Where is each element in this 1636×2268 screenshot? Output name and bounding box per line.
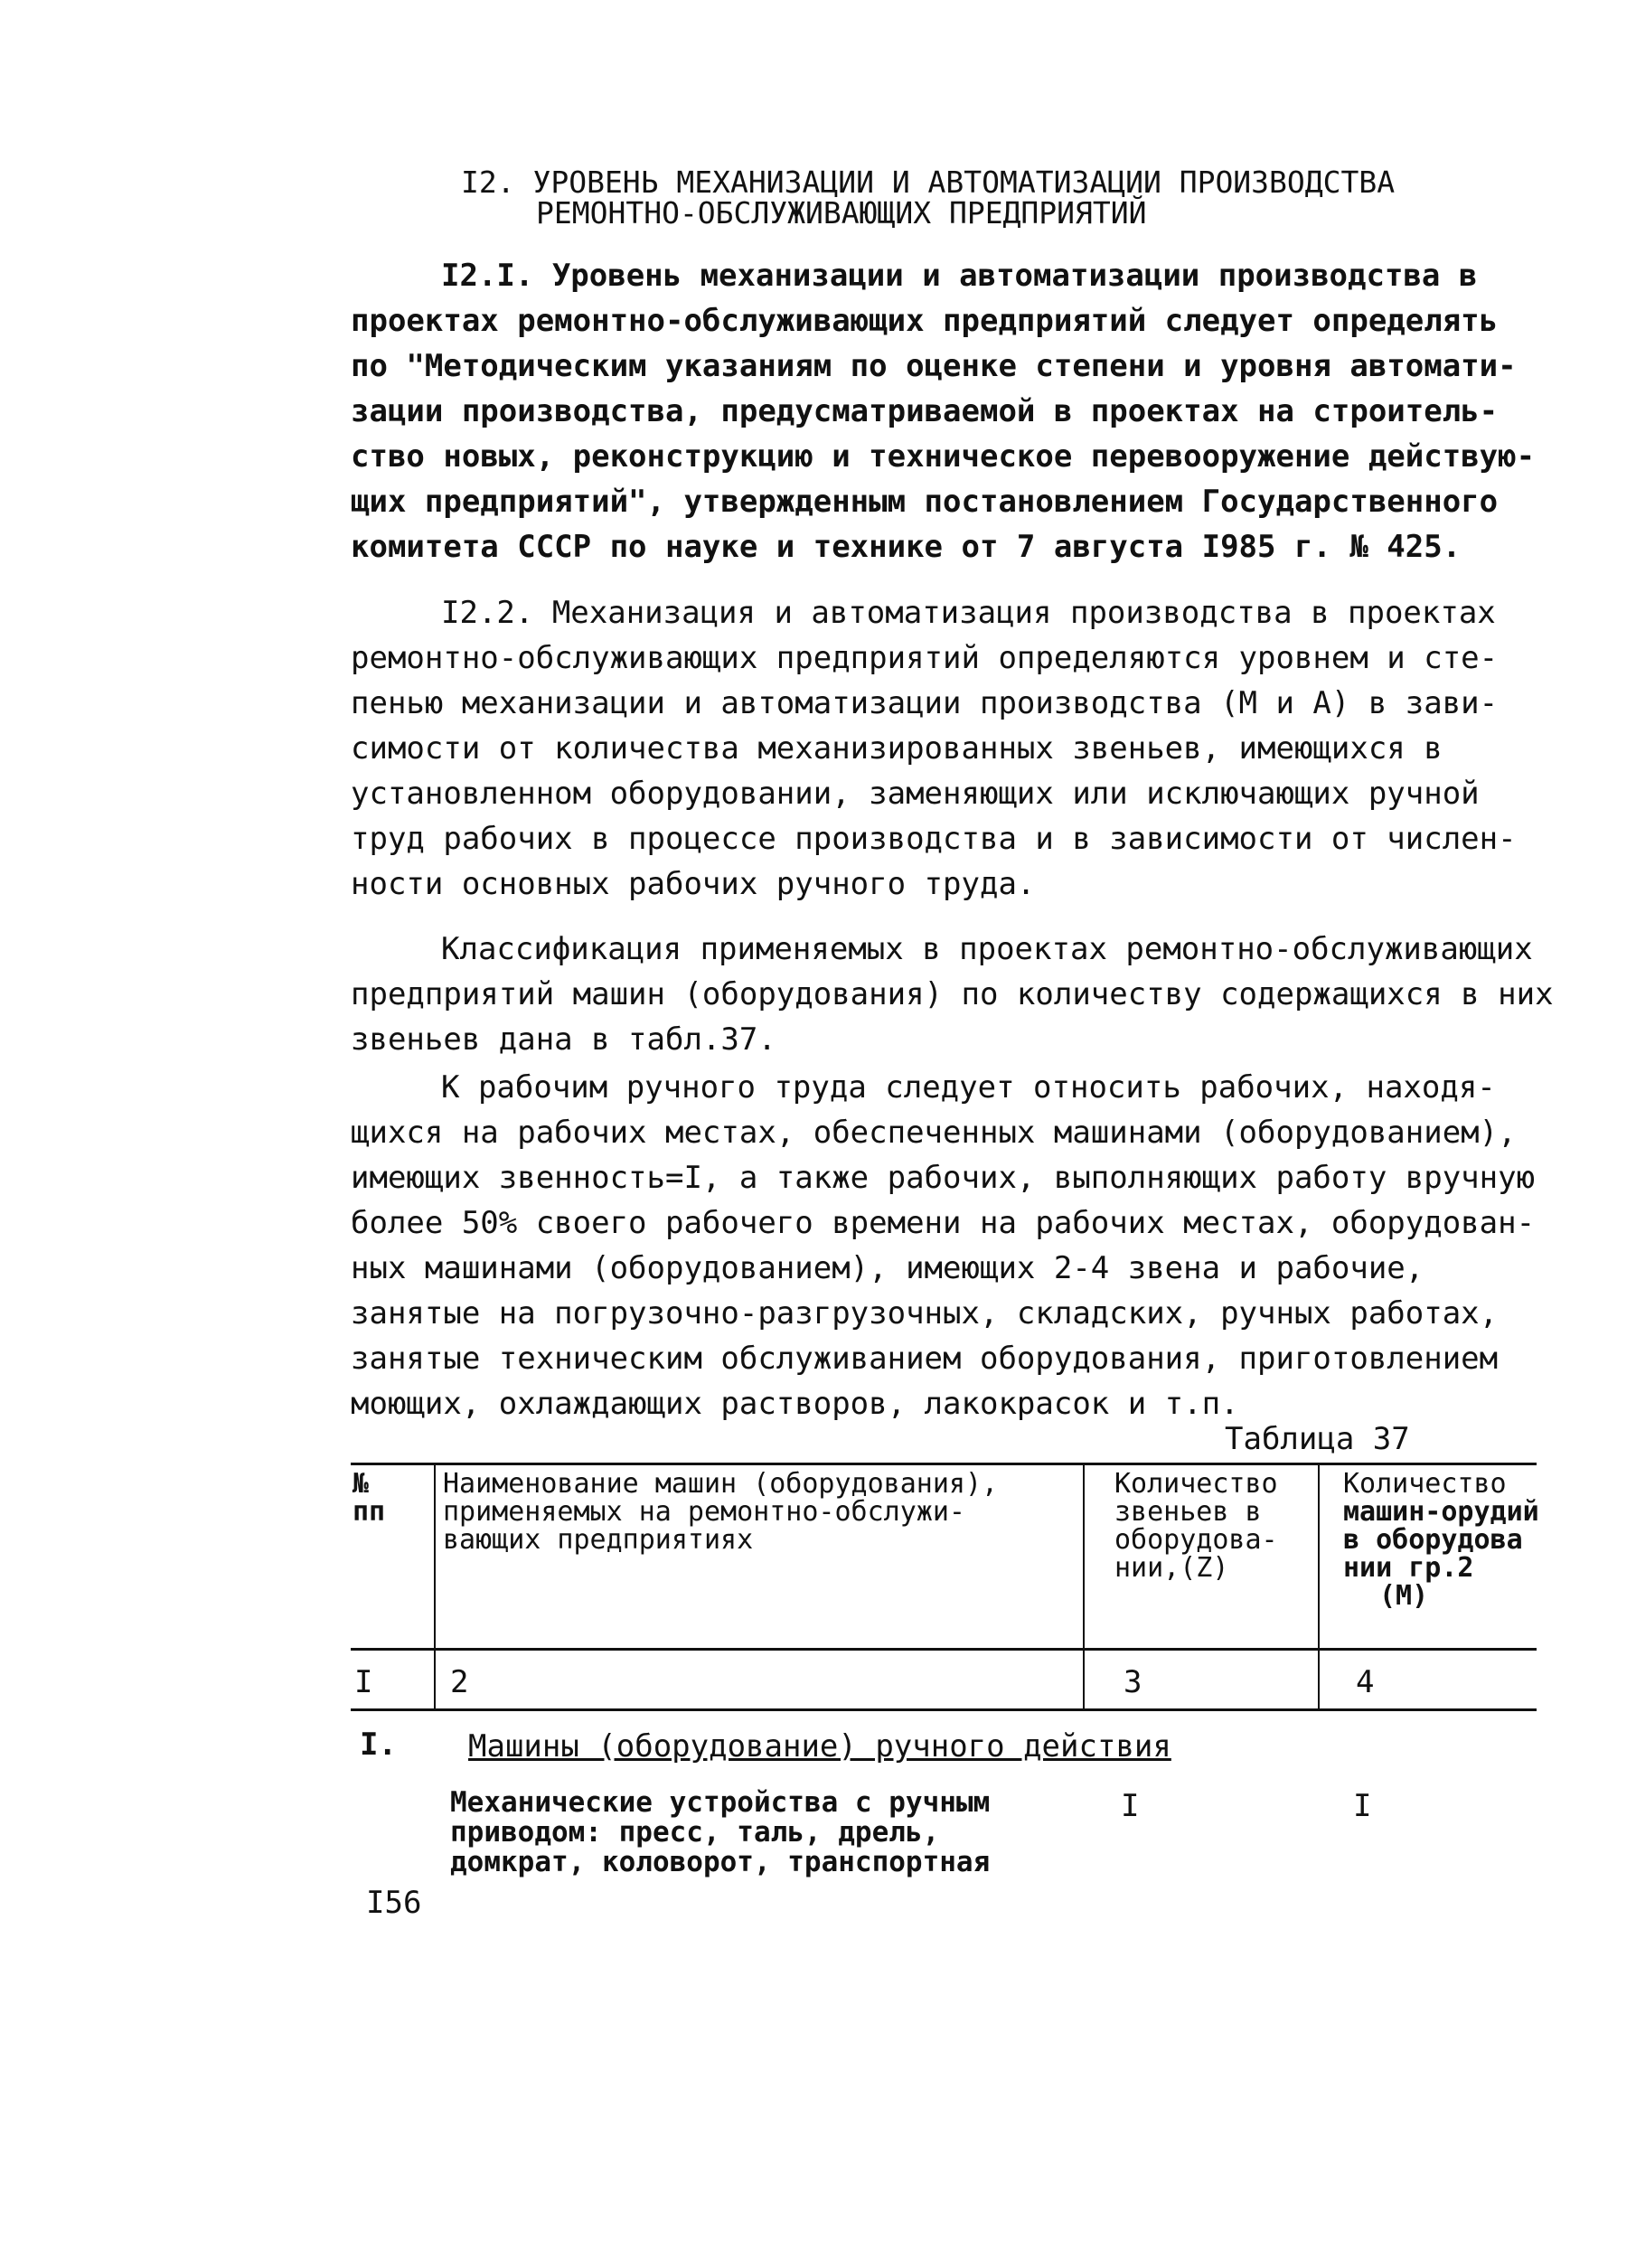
header-line: № (353, 1468, 370, 1500)
text-line: ремонтно-обслуживающих предприятий определяются уровнем и сте- (351, 640, 1499, 676)
table-top-rule (351, 1463, 1537, 1465)
text-line: ности основных рабочих ручного труда. (351, 866, 1036, 902)
text-line: звеньев дана в табл.37. (351, 1021, 776, 1058)
text-line: установленном оборудовании, заменяющих или исключающих ручной (351, 776, 1480, 812)
header-line: нии,(Z) (1114, 1552, 1229, 1584)
text-line: симости от количества механизированных звеньев, имеющихся в (351, 730, 1443, 767)
heading-line-1: I2. УРОВЕНЬ МЕХАНИЗАЦИИ И АВТОМАТИЗАЦИИ ПРОИЗВОДСТВА (461, 165, 1396, 200)
text-line: зации производства, предусматриваемой в проектах на строитель- (351, 393, 1499, 429)
header-line: в оборудова (1343, 1524, 1523, 1556)
header-line: Количество (1343, 1468, 1507, 1500)
column-divider (1083, 1463, 1085, 1708)
row-links-value: I (1121, 1788, 1140, 1824)
text-line: Классификация применяемых в проектах ремонтно-обслуживающих (441, 931, 1533, 967)
row-name-line: Механические устройства с ручным (450, 1786, 991, 1819)
section-number: I. (360, 1727, 397, 1763)
header-machine-name (443, 1470, 998, 1554)
row-name-line: приводом: пресс, таль, дрель, (450, 1816, 940, 1849)
text-line: I2.2. Механизация и автоматизация производства в проектах (441, 595, 1496, 631)
paragraph-classification (351, 927, 1554, 1062)
text-line: ных машинами (оборудованием), имеющих 2-4 звена и рабочие, (351, 1250, 1424, 1286)
text-line: труд рабочих в процессе производства и в зависимости от числен- (351, 821, 1517, 857)
heading-line-2: РЕМОНТНО-ОБСЛУЖИВАЮЩИХ ПРЕДПРИЯТИЙ (536, 195, 1147, 231)
page-number: I56 (366, 1885, 422, 1921)
text-line: имеющих звенность=I, а также рабочих, выполняющих работу вручную (351, 1160, 1536, 1196)
header-line: звеньев в (1114, 1496, 1262, 1528)
table-numbers-rule (351, 1708, 1537, 1711)
row-machines-value: I (1353, 1788, 1372, 1824)
header-line: машин-орудий (1343, 1496, 1539, 1528)
text-line: К рабочим ручного труда следует относить рабочих, находя- (441, 1069, 1496, 1106)
paragraph-manual-labour (351, 1065, 1535, 1426)
header-links-count (1114, 1470, 1278, 1582)
header-number (353, 1470, 385, 1526)
paragraph-12-1 (351, 253, 1535, 569)
text-line: щих предприятий", утвержденным постановлением Государственного (351, 484, 1499, 520)
column-divider (1318, 1463, 1320, 1708)
text-line: по "Методическим указаниям по оценке степени и уровня автомати- (351, 348, 1517, 384)
header-line: пп (353, 1496, 386, 1528)
table-caption: Таблица 37 (1225, 1421, 1410, 1457)
column-number-2: 2 (450, 1664, 469, 1700)
table-37 (351, 1463, 1537, 1725)
text-line: моющих, охлаждающих растворов, лакокрасок и т.п. (351, 1386, 1239, 1422)
text-line: пенью механизации и автоматизации производства (М и А) в зави- (351, 685, 1499, 721)
text-line: I2.I. Уровень механизации и автоматизации производства в (441, 258, 1478, 294)
text-line: предприятий машин (оборудования) по количеству содержащихся в них (351, 976, 1554, 1012)
section-title: Машины (оборудование) ручного действия (468, 1728, 1171, 1765)
header-line: оборудова- (1114, 1524, 1278, 1556)
header-line: Наименование машин (оборудования), (443, 1468, 999, 1500)
header-line: Количество (1114, 1468, 1278, 1500)
column-number-1: I (354, 1664, 373, 1700)
text-line: более 50% своего рабочего времени на рабочих местах, оборудован- (351, 1205, 1536, 1241)
column-number-4: 4 (1356, 1664, 1375, 1700)
section-heading (461, 167, 1455, 229)
header-machines-count (1343, 1470, 1539, 1610)
text-line: ство новых, реконструкцию и техническое перевооружение действую- (351, 438, 1536, 475)
table-header-rule (351, 1648, 1537, 1651)
header-line: нии гр.2 (1343, 1552, 1474, 1584)
header-line: применяемых на ремонтно-обслужи- (443, 1496, 965, 1528)
header-line: вающих предприятиях (443, 1524, 754, 1556)
paragraph-12-2 (351, 590, 1535, 907)
column-divider (434, 1463, 436, 1708)
text-line: проектах ремонтно-обслуживающих предприятий следует определять (351, 303, 1499, 339)
row-name-line: домкрат, коловорот, транспортная (450, 1846, 991, 1878)
column-number-3: 3 (1124, 1664, 1142, 1700)
header-line: (М) (1379, 1580, 1429, 1612)
text-line: щихся на рабочих местах, обеспеченных машинами (оборудованием), (351, 1115, 1517, 1151)
table-row (450, 1788, 990, 1877)
text-line: комитета СССР по науке и технике от 7 августа I985 г. № 425. (351, 529, 1462, 565)
text-line: занятые техническим обслуживанием оборудования, приготовлением (351, 1341, 1499, 1377)
text-line: занятые на погрузочно-разгрузочных, складских, ручных работах, (351, 1295, 1499, 1332)
